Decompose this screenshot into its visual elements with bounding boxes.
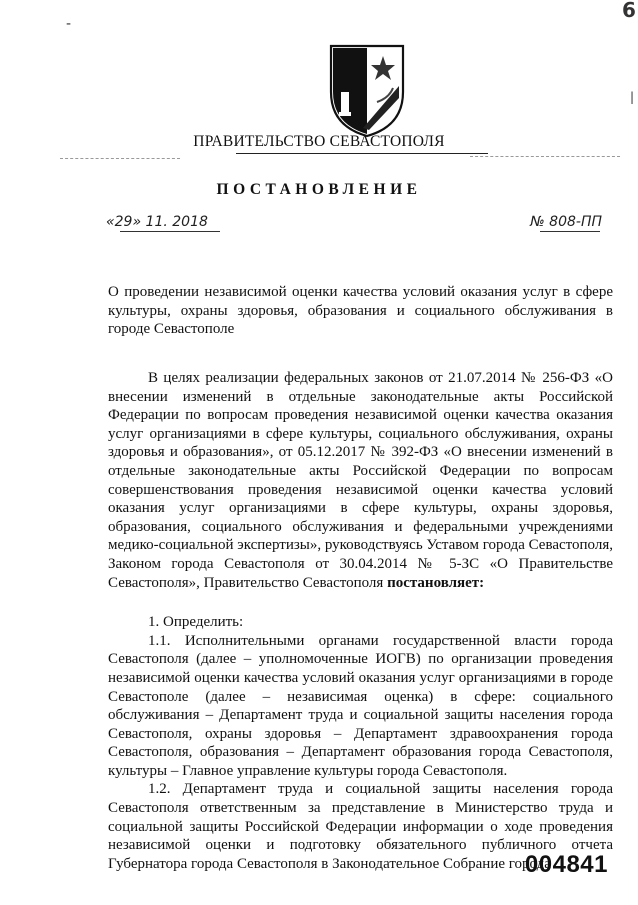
- scan-artifact-mark: |: [630, 90, 635, 104]
- preamble-paragraph: [108, 369, 613, 592]
- document-date: «29» 11. 2018: [106, 214, 208, 230]
- government-name: ПРАВИТЕЛЬСТВО СЕВАСТОПОЛЯ: [193, 133, 445, 150]
- subject-text: О проведении независимой оценки качества условий оказания услуг в сфере культуры, охраны здоровья, образования и социального обслуживания в городе Севастополе: [108, 284, 613, 337]
- paragraph-1-2: 1.2. Департамент труда и социальной защиты населения города Севастополя ответственным за представление в Министерство труда и социальной защиты Российской Федерации информации о ходе проведения независимой оценки и подготовку обязательного публичного отчета Губернатора города Севастополя в Законодательное Собрание города: [108, 781, 613, 872]
- registration-stamp-number: 004841: [524, 851, 608, 878]
- scan-artifact-line: [60, 158, 180, 159]
- preamble-text: В целях реализации федеральных законов от 21.07.2014 № 256-ФЗ «О внесении изменений в отдельные законодательные акты Российской Федерации по вопросам проведения независимой оценки качества оказания услуг организациями в сфере культуры, социального обслуживания, охраны здоровья и образования», от 05.12.2017 № 392-ФЗ «О внесении изменений в отдельные законодательные акты Российской Федерации по вопросам совершенствования проведения независимой оценки качества условий оказания услуг организациями в сфере культуры, охраны здоровья, образования, социального обслуживания и федеральными учреждениями медико-социальной экспертизы», руководствуясь Уставом города Севастополя, Законом города Севастополя от 30.04.2014 № 5-ЗС «О Правительстве Севастополя», Правительство Севастополя: [108, 370, 613, 591]
- document-number: № 808-ПП: [530, 214, 602, 230]
- paragraph-1-1: 1.1. Исполнительными органами государственной власти города Севастополя (далее – уполномоченные ИОГВ) по организации проведения независимой оценки качества условий оказания услуг организациями в городе Севастополе (далее – независимая оценка) в сфере: социального обслуживания – Департамент труда и социальной защиты населения города Севастополя, охраны здоровья – Департамент здравоохранения города Севастополя, образования – Департамент образования города Севастополя, культуры – Главное управление культуры города Севастополя.: [108, 632, 613, 779]
- scan-artifact-line: [470, 156, 620, 157]
- document-type-title: ПОСТАНОВЛЕНИЕ: [216, 181, 422, 198]
- date-underline: [120, 231, 220, 232]
- resolves-keyword: постановляет:: [387, 574, 485, 591]
- document-subject: [108, 283, 613, 339]
- paragraph-1: 1. Определить:: [148, 614, 244, 631]
- government-underline: [236, 153, 488, 154]
- number-underline: [540, 231, 600, 232]
- scan-artifact-mark: 6: [622, 0, 636, 22]
- sevastopol-coat-of-arms-icon: [327, 42, 407, 138]
- document-body: [108, 369, 613, 873]
- scan-artifact-mark: -: [66, 16, 72, 32]
